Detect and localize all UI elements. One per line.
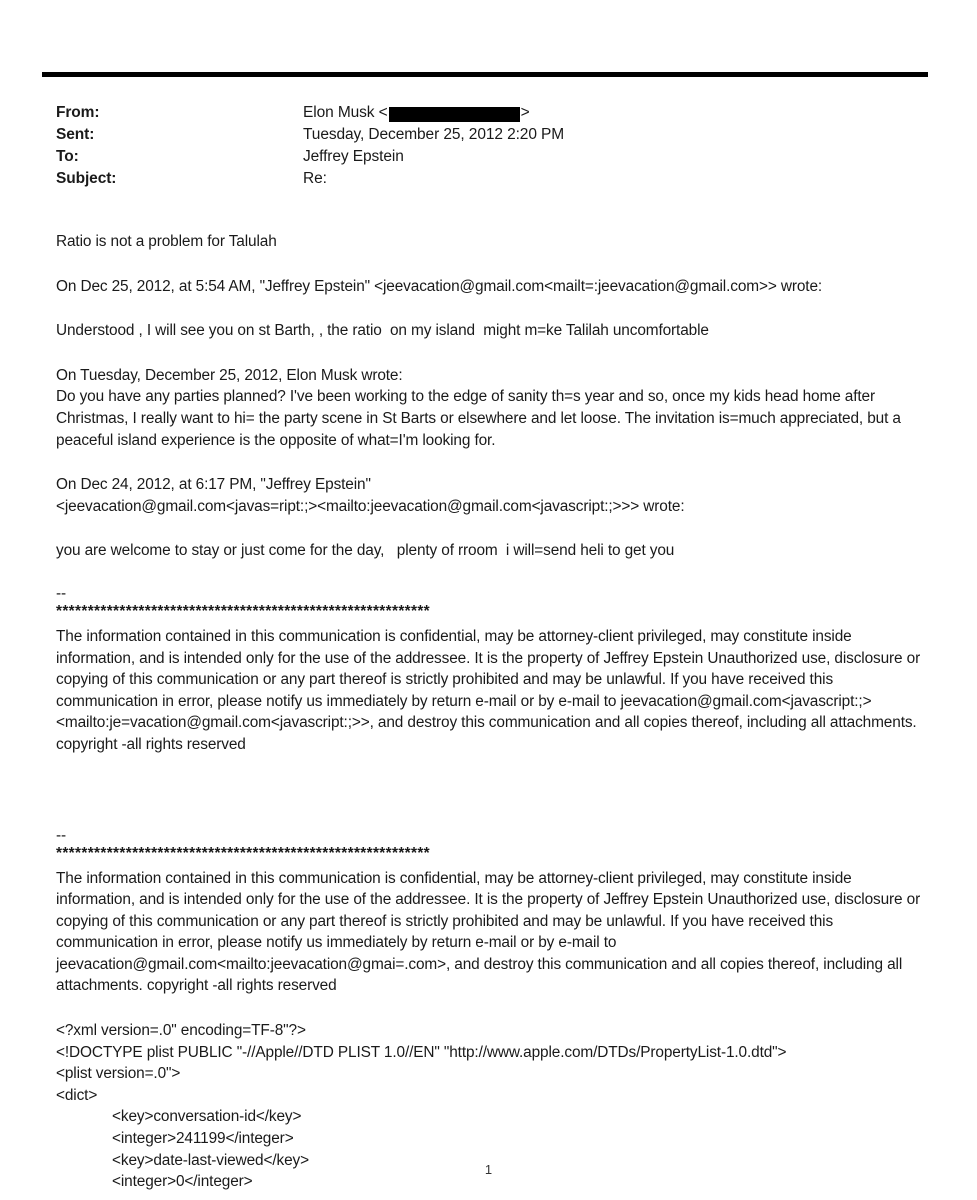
disclaimer-spacer — [56, 779, 924, 827]
to-value: Jeffrey Epstein — [303, 148, 404, 165]
reply-text: Ratio is not a problem for Talulah — [56, 233, 277, 250]
email-body — [56, 231, 924, 1193]
disclaimer1-star-separator: *********************************************************** — [56, 602, 431, 620]
subject-value: Re: — [303, 170, 327, 187]
sent-value: Tuesday, December 25, 2012 2:20 PM — [303, 126, 565, 143]
header-row-sent — [56, 124, 916, 146]
sent-label: Sent: — [56, 126, 95, 143]
plist-value: <integer>241199</integer> — [112, 1130, 294, 1148]
xml-declaration: <?xml version=.0" encoding=TF-8"?> — [56, 1022, 306, 1040]
xml-doctype: <!DOCTYPE plist PUBLIC "-//Apple//DTD PLIST 1.0//EN" "http://www.apple.com/DTDs/PropertyList-1.0.dtd"> — [56, 1043, 787, 1061]
quote3-text: you are welcome to stay or just come for the day, plenty of rroom i will=send heli to get you — [56, 542, 675, 560]
quote3-attribution-line1: On Dec 24, 2012, at 6:17 PM, "Jeffrey Epstein" — [56, 476, 371, 494]
from-bracket-close: > — [520, 104, 530, 121]
disclaimer1-text: The information contained in this communication is confidential, may be attorney-client privileged, may constitute inside information, and is intended only for the use of the addressee. It is the property of Jeffrey Epstein Unauthorized use, disclosure or copying of this communication or any part thereof is strictly prohibited and may be unlawful. If you have received this communication in error, please notify us immediately by return e-mail or by e-mail to jeevacation@gmail.com<javascript:;><mailto:je=vacation@gmail.com<javascript:;>>, and destroy this communication and all copies thereof, including all attachments. copyright -all rights reserved — [56, 627, 925, 753]
page-number: 1 — [484, 1162, 493, 1177]
header-row-subject — [56, 168, 916, 190]
quote1-text: Understood , I will see you on st Barth, , the ratio on my island might m=ke Talilah uncomfortable — [56, 322, 709, 340]
header-row-to — [56, 146, 916, 168]
header-row-from — [56, 102, 916, 124]
disclaimer-block-1 — [56, 585, 924, 756]
from-label: From: — [56, 104, 100, 121]
plist-value: <integer>0</integer> — [112, 1173, 253, 1191]
disclaimer2-star-separator: *********************************************************** — [56, 844, 431, 862]
disclaimer2-dashes: -- — [56, 826, 67, 844]
to-label: To: — [56, 148, 79, 165]
disclaimer-block-2 — [56, 827, 924, 998]
disclaimer2-text: The information contained in this communication is confidential, may be attorney-client privileged, may constitute inside information, and is intended only for the use of the addressee. It is the property of Jeffrey Epstein Unauthorized use, disclosure or copying of this communication or any part thereof is strictly prohibited and may be unlawful. If you have received this communication in error, please notify us immediately by return e-mail or by e-mail to jeevacation@gmail.com<mailto:jeevacation@gmai=.com>, and destroy this communication and all copies thereof, including all attachments. copyright -all rights reserved — [56, 869, 925, 995]
quote2-text: Do you have any parties planned? I've been working to the edge of sanity th=s year and so, once my kids head home after Christmas, I really want to hi= the party scene in St Barts or elsewhere and let loose. The invitation is=much appreciated, but a peaceful island experience is the opposite of what=I'm looking for. — [56, 388, 906, 449]
plist-key: <key>conversation-id</key> — [112, 1108, 302, 1126]
header-rule — [42, 72, 928, 77]
from-value — [303, 102, 530, 124]
quote3-attribution-line2: <jeevacation@gmail.com<javas=ript:;><mailto:jeevacation@gmail.com<javascript:;>>> wrote: — [56, 497, 685, 515]
quote2-attribution: On Tuesday, December 25, 2012, Elon Musk wrote: — [56, 366, 403, 384]
subject-label: Subject: — [56, 170, 117, 187]
quote1-attribution: On Dec 25, 2012, at 5:54 AM, "Jeffrey Epstein" <jeevacation@gmail.com<mailt=:jeevacation@gmail.com>> wrote: — [56, 277, 823, 295]
dict-open-tag: <dict> — [56, 1086, 98, 1104]
redaction-bar — [389, 107, 520, 122]
email-header — [56, 102, 916, 190]
plist-key: <key>date-last-viewed</key> — [112, 1151, 309, 1169]
plist-open-tag: <plist version=.0"> — [56, 1065, 181, 1083]
from-name: Elon Musk < — [303, 104, 388, 121]
disclaimer1-dashes: -- — [56, 584, 67, 602]
